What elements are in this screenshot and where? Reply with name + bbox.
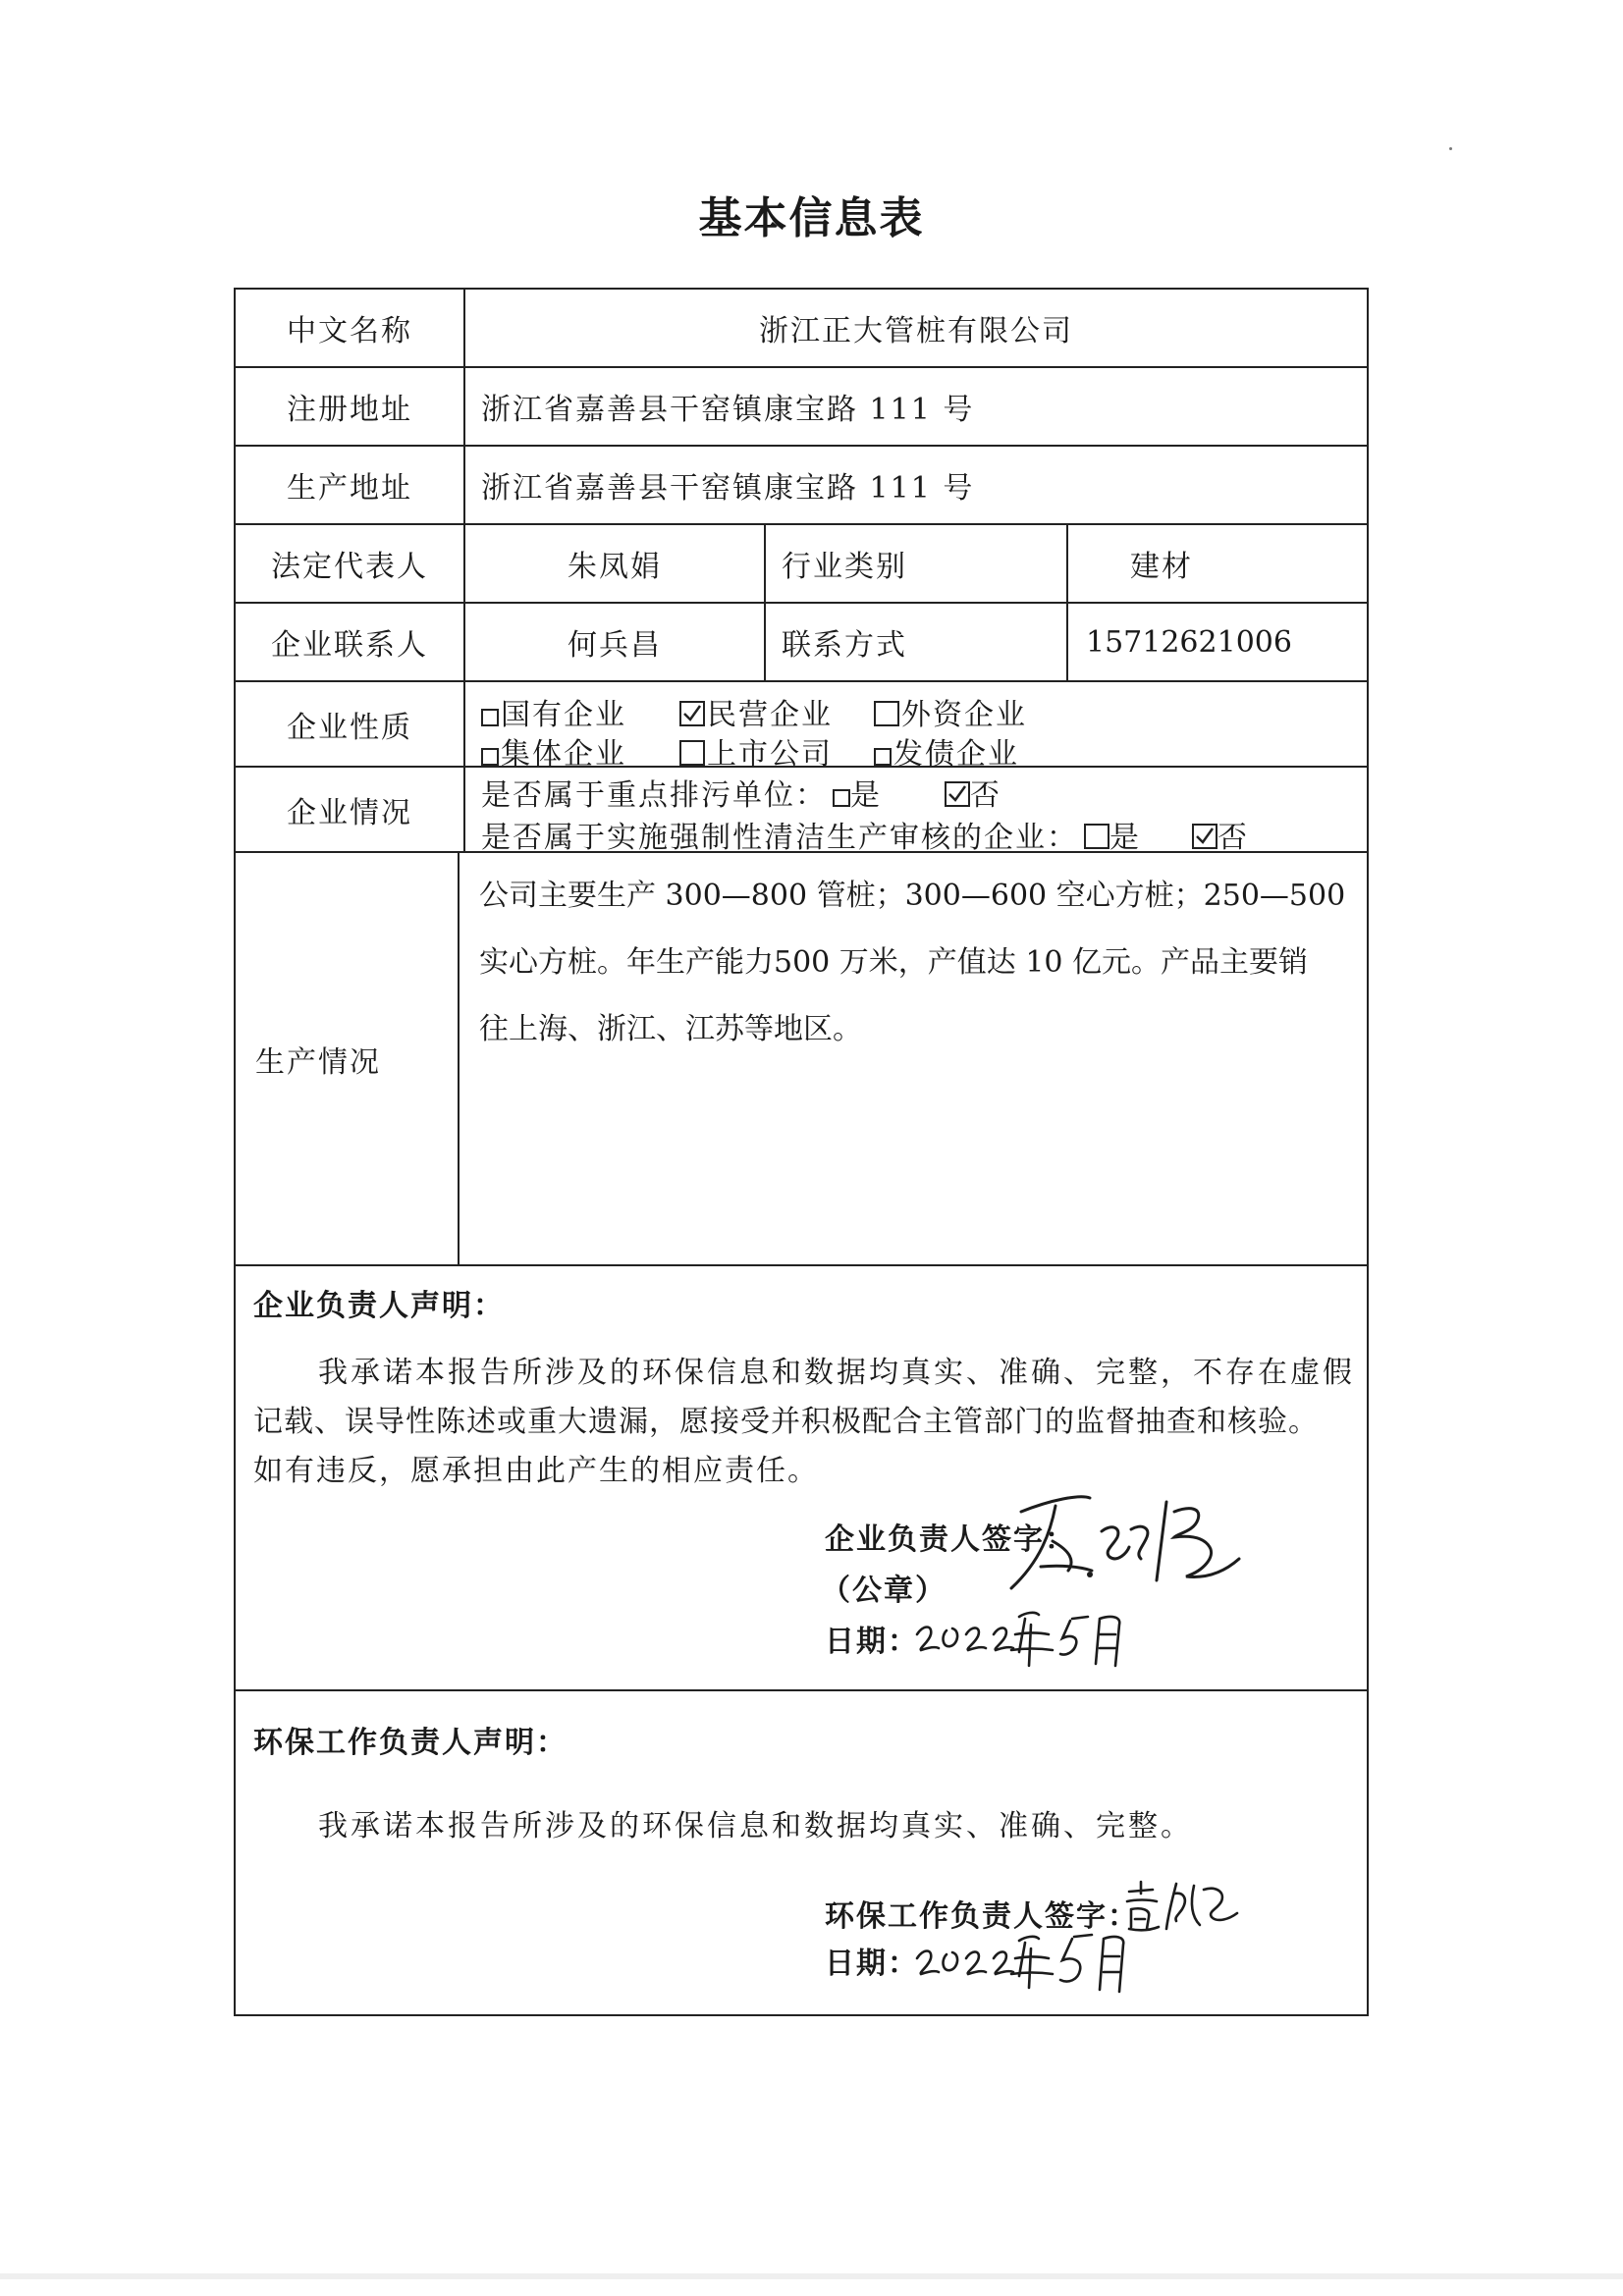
legal-representative-value: 朱凤娟: [568, 550, 662, 584]
scan-speck: [1449, 147, 1452, 150]
clean-production-question: [481, 813, 1249, 857]
nature-option-label: 发债企业: [893, 737, 1019, 772]
checkbox-checked-icon: [1192, 823, 1217, 857]
nature-option-label: 国有企业: [501, 698, 626, 732]
contact-person-label: 企业联系人: [271, 628, 428, 663]
checkbox-unchecked-icon: [679, 739, 705, 774]
company-date-label: 日期：: [825, 1625, 919, 1659]
nature-option: [679, 690, 833, 734]
clean-production-text: 是否属于实施强制性清洁生产审核的企业：: [481, 821, 1078, 855]
chinese-name-value: 浙江正大管桩有限公司: [759, 314, 1073, 348]
chinese-name-label: 中文名称: [287, 314, 412, 348]
checkbox-checked-icon: [945, 780, 970, 815]
nature-option: [874, 729, 1019, 774]
production-situation-label: 生产情况: [255, 1044, 381, 1080]
key-polluter-text: 是否属于重点排污单位：: [481, 778, 827, 813]
clean-production-no: 否: [1217, 821, 1249, 855]
checkbox-unchecked-icon: [874, 739, 892, 774]
industry-label: 行业类别: [782, 550, 907, 584]
page-title: 基本信息表: [698, 193, 925, 243]
info-table: [234, 288, 1369, 2016]
env-date-label: 日期：: [825, 1947, 919, 1981]
enterprise-situation-label: 企业情况: [287, 795, 412, 830]
checkbox-unchecked-icon: [481, 739, 499, 774]
nature-option: [481, 729, 626, 774]
company-signature-label: 企业负责人签字：: [825, 1522, 1076, 1557]
section-divider: [236, 1689, 1367, 1691]
key-polluter-no: 否: [970, 778, 1001, 813]
company-seal-label: （公章）: [821, 1574, 947, 1608]
env-declaration-heading: 环保工作负责人声明：: [253, 1726, 568, 1760]
company-declaration-line-1: 我承诺本报告所涉及的环保信息和数据均真实、准确、完整，不存在虚假: [318, 1356, 1355, 1390]
registered-address-value: 浙江省嘉善县干窑镇康宝路 111 号: [481, 393, 975, 427]
production-line-1: 公司主要生产 300—800 管桩；300—600 空心方桩；250—500: [479, 879, 1346, 913]
key-polluter-question: [481, 771, 1001, 815]
checkbox-unchecked-icon: [1084, 823, 1109, 857]
production-line-3: 往上海、浙江、江苏等地区。: [479, 1012, 862, 1046]
industry-value: 建材: [1130, 550, 1193, 584]
nature-option-label: 集体企业: [501, 737, 626, 772]
production-address-value: 浙江省嘉善县干窑镇康宝路 111 号: [481, 471, 975, 506]
nature-option: [679, 729, 833, 774]
scan-edge: [0, 2273, 1623, 2279]
nature-option-label: 外资企业: [901, 698, 1027, 732]
env-declaration-text: 我承诺本报告所涉及的环保信息和数据均真实、准确、完整。: [318, 1809, 1193, 1843]
contact-person-value: 何兵昌: [568, 628, 662, 663]
clean-production-yes: 是: [1109, 821, 1141, 855]
nature-option-label: 民营企业: [707, 698, 833, 732]
company-signature-image: [982, 1472, 1257, 1600]
contact-method-label: 联系方式: [782, 628, 907, 663]
registered-address-label: 注册地址: [287, 393, 412, 427]
company-declaration-line-2: 记载、误导性陈述或重大遗漏，愿接受并积极配合主管部门的监督抽查和核验。: [253, 1405, 1319, 1439]
column-divider: [458, 851, 460, 1264]
checkbox-unchecked-icon: [833, 780, 850, 815]
row-divider: [236, 1264, 1367, 1266]
env-signature-label: 环保工作负责人签字：: [825, 1899, 1139, 1934]
nature-option-label: 上市公司: [707, 737, 833, 772]
env-date-handwriting: [913, 1919, 1149, 1998]
nature-option: [874, 690, 1027, 734]
nature-option: [481, 690, 626, 734]
contact-phone-value: 15712621006: [1086, 624, 1292, 660]
legal-representative-label: 法定代表人: [271, 550, 428, 584]
company-date-handwriting: [913, 1595, 1139, 1674]
company-declaration-line-3: 如有违反，愿承担由此产生的相应责任。: [253, 1454, 819, 1488]
company-declaration-heading: 企业负责人声明：: [253, 1289, 505, 1323]
enterprise-nature-label: 企业性质: [287, 710, 412, 745]
production-line-2: 实心方桩。年生产能力500 万米，产值达 10 亿元。产品主要销: [479, 945, 1309, 980]
production-address-label: 生产地址: [287, 471, 412, 506]
key-polluter-yes: 是: [850, 778, 882, 813]
